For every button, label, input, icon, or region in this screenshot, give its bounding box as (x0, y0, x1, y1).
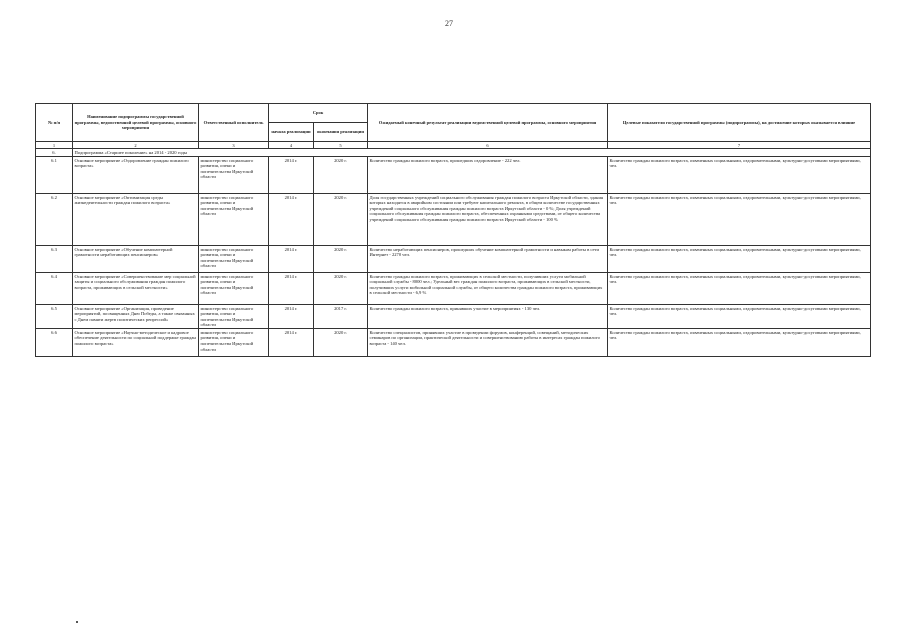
row-end: 2020 г. (314, 246, 368, 273)
row-result: Количество граждан пожилого возраста, проживающих в сельской местности, получивших услуги мобильной социальной службы - 8000 чел.; Удельный вес граждан пожилого возраста, проживающих в сельской местности, получивших услуги мобильной социальной службы, от общего количества граждан пожилого возраста, проживающих в сельской местности - 6,9 % (368, 273, 608, 305)
header-result: Ожидаемый конечный результат реализации ведомственной целевой программы, основного мероприятия (368, 104, 608, 142)
row-num: 6.3 (36, 246, 73, 273)
subprogram-title: Подпрограмма «Старшее поколение» на 2014 - 2020 годы (73, 149, 871, 157)
row-name: Основное мероприятие «Обучение компьютерной грамотности неработающих пенсионеров» (73, 246, 199, 273)
row-executor: министерство социального развития, опеки и попечительства Иркутской области (199, 194, 269, 246)
row-executor: министерство социального развития, опеки и попечительства Иркутской области (199, 305, 269, 329)
table-row (36, 194, 871, 246)
table-row (36, 273, 871, 305)
header-start: начала реализации (269, 123, 314, 142)
col-number: 7 (608, 142, 871, 149)
row-result: Количество специалистов, принявших участие в проведении форумов, конференций, совещаний, методических семинаров по организации, практической деятельности и совершенствованию работы в интересах граждан пожилого возраста - 140 чел. (368, 329, 608, 357)
row-name: Основное мероприятие «Совершенствование мер социальной защиты и социального обслуживания граждан пожилого возраста, проживающих в сельской местности» (73, 273, 199, 305)
row-end: 2020 г. (314, 194, 368, 246)
col-number: 6 (368, 142, 608, 149)
table-row (36, 305, 871, 329)
col-number: 2 (73, 142, 199, 149)
subprogram-row (36, 149, 871, 157)
row-result: Количество граждан пожилого возраста, принявших участие в мероприятиях - 130 чел. (368, 305, 608, 329)
row-indicators: Количество граждан пожилого возраста, охваченных социальными, оздоровительными, культурно-досуговыми мероприятиями, чел. (608, 194, 871, 246)
header-num: № п/п (36, 104, 73, 142)
row-num: 6.6 (36, 329, 73, 357)
scan-dot (76, 621, 78, 623)
row-start: 2014 г. (269, 329, 314, 357)
header-executor: Ответственный исполнитель (199, 104, 269, 142)
table-row (36, 246, 871, 273)
row-start: 2014 г. (269, 273, 314, 305)
page-number: 27 (445, 19, 453, 28)
row-name: Основное мероприятие «Научно-методическое и кадровое обеспечение деятельности по социальной поддержке граждан пожилого возраста» (73, 329, 199, 357)
header-row (36, 104, 871, 123)
row-executor: министерство социального развития, опеки и попечительства Иркутской области (199, 246, 269, 273)
header-indicators: Целевые показатели государственной программы (подпрограммы), на достижение которых оказывается влияние (608, 104, 871, 142)
table-row (36, 329, 871, 357)
row-num: 6.2 (36, 194, 73, 246)
row-indicators: Количество граждан пожилого возраста, охваченных социальными, оздоровительными, культурно-досуговыми мероприятиями, чел. (608, 305, 871, 329)
row-indicators: Количество граждан пожилого возраста, охваченных социальными, оздоровительными, культурно-досуговыми мероприятиями, чел. (608, 246, 871, 273)
row-end: 2020 г. (314, 329, 368, 357)
row-num: 6.1 (36, 157, 73, 194)
col-number: 5 (314, 142, 368, 149)
row-end: 2020 г. (314, 273, 368, 305)
row-start: 2014 г. (269, 305, 314, 329)
row-indicators: Количество граждан пожилого возраста, охваченных социальными, оздоровительными, культурно-досуговыми мероприятиями, чел. (608, 329, 871, 357)
row-result: Доля государственных учреждений социального обслуживания граждан пожилого возраста Иркутской области, здания которых находятся в аварийном состоянии или требуют капитального ремонта, в общем количестве государственных учреждений социального обслуживания граждан пожилого возраста Иркутской области - 0 %; Доля учреждений социального обслуживания граждан пожилого возраста, обеспеченных охранными средствами, от общего количества учреждений социального обслуживания граждан пожилого возраста Иркутской области - 100 % (368, 194, 608, 246)
row-executor: министерство социального развития, опеки и попечительства Иркутской области (199, 157, 269, 194)
row-name: Основное мероприятие «Оптимизация среды жизнедеятельности граждан пожилого возраста» (73, 194, 199, 246)
col-number: 3 (199, 142, 269, 149)
row-indicators: Количество граждан пожилого возраста, охваченных социальными, оздоровительными, культурно-досуговыми мероприятиями, чел. (608, 273, 871, 305)
header-end: окончания реализации (314, 123, 368, 142)
header-term: Срок (269, 104, 368, 123)
col-number: 1 (36, 142, 73, 149)
column-numbers-row (36, 142, 871, 149)
row-result: Количество неработающих пенсионеров, прошедших обучение компьютерной грамотности и навыкам работы в сети Интернет - 2270 чел. (368, 246, 608, 273)
row-num: 6.5 (36, 305, 73, 329)
row-end: 2017 г. (314, 305, 368, 329)
program-table (35, 103, 871, 357)
header-name: Наименование подпрограммы государственной программы, ведомственной целевой программы, основного мероприятия (73, 104, 199, 142)
row-executor: министерство социального развития, опеки и попечительства Иркутской области (199, 329, 269, 357)
row-start: 2014 г. (269, 246, 314, 273)
col-number: 4 (269, 142, 314, 149)
row-executor: министерство социального развития, опеки и попечительства Иркутской области (199, 273, 269, 305)
row-name: Основное мероприятие «Организация, проведение мероприятий, посвященных Дню Победы, а также связанных с Днем памяти жертв политических репрессий» (73, 305, 199, 329)
table-row (36, 157, 871, 194)
row-result: Количество граждан пожилого возраста, прошедших оздоровление - 222 чел. (368, 157, 608, 194)
row-indicators: Количество граждан пожилого возраста, охваченных социальными, оздоровительными, культурно-досуговыми мероприятиями, чел. (608, 157, 871, 194)
subprogram-num: 6. (36, 149, 73, 157)
row-end: 2020 г. (314, 157, 368, 194)
row-name: Основное мероприятие «Оздоровление граждан пожилого возраста» (73, 157, 199, 194)
row-num: 6.4 (36, 273, 73, 305)
row-start: 2014 г. (269, 157, 314, 194)
row-start: 2014 г. (269, 194, 314, 246)
